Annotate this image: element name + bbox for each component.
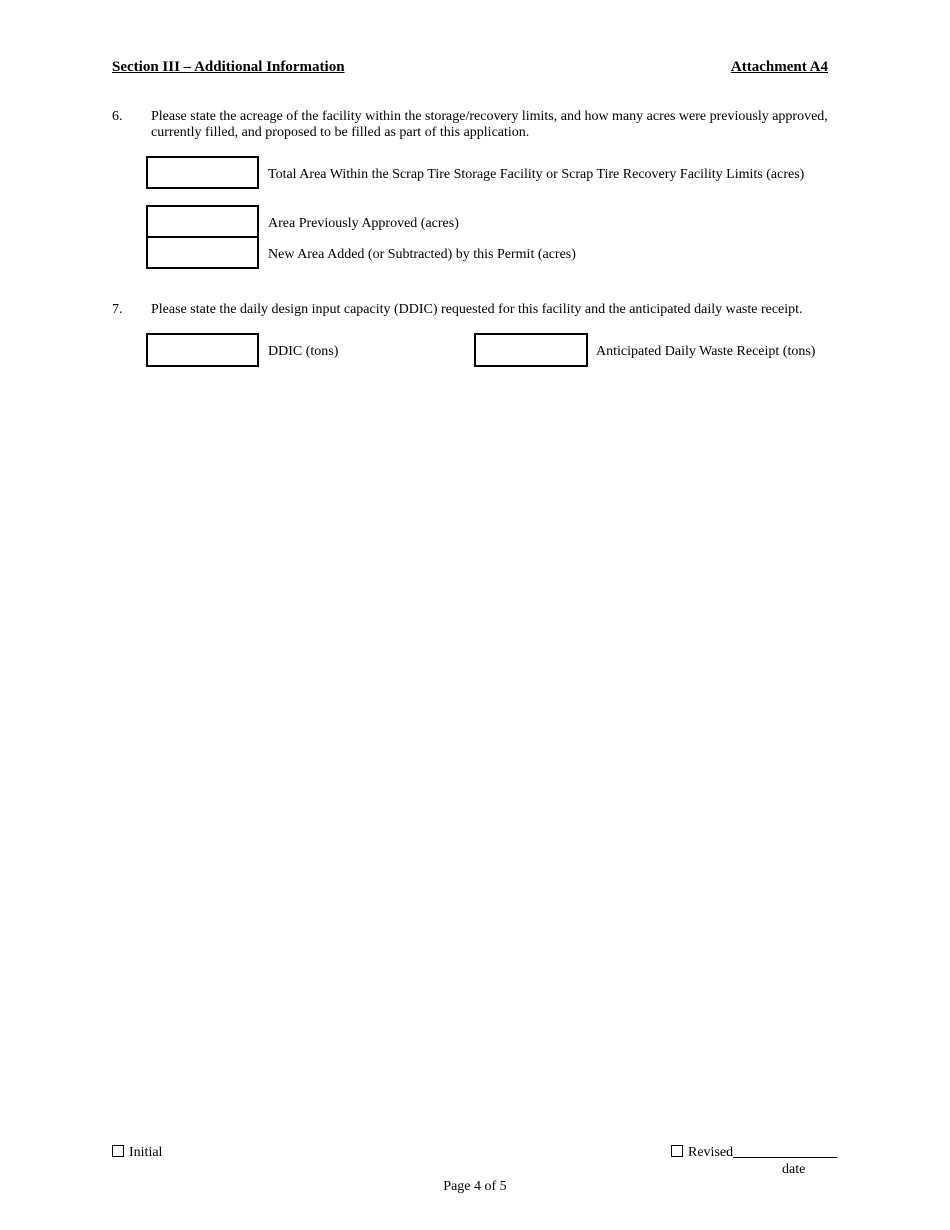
revised-label: Revised bbox=[688, 1145, 734, 1160]
area-previously-approved-label: Area Previously Approved (acres) bbox=[268, 216, 459, 231]
page-number: Page 4 of 5 bbox=[443, 1179, 507, 1194]
initial-checkbox[interactable] bbox=[112, 1145, 162, 1161]
ddic-label: DDIC (tons) bbox=[268, 344, 339, 359]
section-title: Section III – Additional Information bbox=[112, 59, 345, 75]
area-previously-approved-input[interactable] bbox=[146, 205, 259, 238]
initial-label: Initial bbox=[129, 1145, 163, 1160]
question-6-number: 6. bbox=[112, 109, 123, 124]
daily-waste-receipt-input[interactable] bbox=[474, 333, 588, 367]
daily-waste-receipt-label: Anticipated Daily Waste Receipt (tons) bbox=[596, 344, 816, 359]
total-area-label: Total Area Within the Scrap Tire Storage Facility or Scrap Tire Recovery Facility Limits (acres) bbox=[268, 167, 805, 182]
attachment-label: Attachment A4 bbox=[730, 59, 828, 75]
new-area-input[interactable] bbox=[146, 236, 259, 269]
ddic-input[interactable] bbox=[146, 333, 259, 367]
date-label: date bbox=[782, 1162, 806, 1177]
question-7-text: Please state the daily design input capacity (DDIC) requested for this facility and the anticipated daily waste receipt. bbox=[151, 302, 803, 317]
question-7-number: 7. bbox=[112, 302, 123, 317]
total-area-input[interactable] bbox=[146, 156, 259, 189]
checkbox-icon bbox=[112, 1145, 124, 1157]
checkbox-icon bbox=[671, 1145, 683, 1157]
revised-checkbox[interactable] bbox=[671, 1145, 837, 1161]
revised-date-line[interactable] bbox=[733, 1157, 837, 1158]
new-area-label: New Area Added (or Subtracted) by this Permit (acres) bbox=[268, 247, 576, 262]
question-6-text: Please state the acreage of the facility within the storage/recovery limits, and how many acres were previously approved, currently filled, and proposed to be filled as part of this application. bbox=[151, 109, 828, 140]
